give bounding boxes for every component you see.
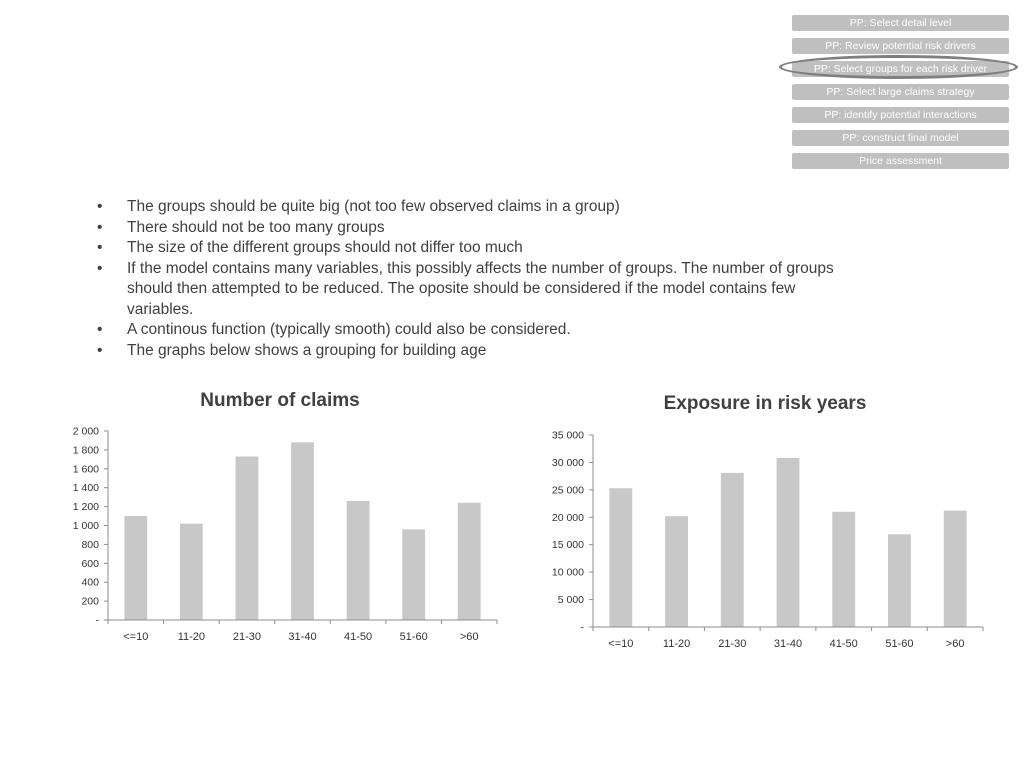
claims-x-tick-label: 21-30	[232, 631, 261, 643]
exposure-x-tick-label: <=10	[608, 638, 634, 650]
exposure-y-tick-label: 10 000	[551, 566, 584, 579]
claims-chart	[40, 385, 520, 655]
claims-y-tick-label: 600	[81, 557, 99, 570]
nav-review-risk-drivers-button[interactable]: PP: Review potential risk drivers	[792, 38, 1009, 54]
exposure-x-tick-label: 31-40	[773, 638, 803, 650]
claims-y-tick-label: 1 600	[72, 463, 99, 476]
exposure-bar	[721, 473, 744, 627]
claims-x-tick-label: 41-50	[344, 631, 373, 643]
nav-select-groups-button[interactable]	[792, 61, 1009, 77]
claims-y-tick-label: 2 000	[72, 425, 99, 438]
nav-construct-final-model-button[interactable]: PP: construct final model	[792, 130, 1009, 146]
claims-x-tick-label: >60	[459, 631, 479, 643]
claims-y-tick-label: 1 000	[72, 520, 99, 532]
list-item: • The size of the different groups should not differ too much	[97, 238, 837, 259]
list-item: • If the model contains many variables, this possibly affects the number of groups. The number of groups should then attempted to be reduced. The oposite should be considered if the model contains few variables.	[97, 259, 837, 321]
exposure-y-tick-label: 5 000	[557, 594, 584, 607]
exposure-bar	[609, 488, 632, 627]
claims-x-tick-label: 11-20	[177, 631, 206, 643]
exposure-chart	[525, 390, 1005, 660]
claims-y-tick-label: 1 400	[72, 482, 99, 495]
claims-bar	[291, 442, 314, 620]
claims-y-tick-label: -	[95, 614, 99, 627]
claims-chart-title: Number of claims	[200, 390, 360, 411]
exposure-bar	[832, 512, 855, 627]
exposure-y-tick-label: 15 000	[551, 539, 584, 552]
claims-bar	[402, 529, 425, 620]
nav-price-assessment-button[interactable]: Price assessment	[792, 153, 1009, 169]
claims-bar	[347, 501, 370, 620]
claims-y-tick-label: 400	[81, 576, 99, 589]
list-item: • The graphs below shows a grouping for building age	[97, 341, 837, 362]
exposure-chart-svg	[525, 390, 1005, 660]
claims-bar	[124, 516, 147, 620]
exposure-x-tick-label: >60	[945, 638, 965, 650]
nav-select-groups-label: PP: Select groups for each risk driver	[813, 63, 988, 75]
claims-bar	[180, 524, 203, 620]
claims-x-tick-label: <=10	[123, 631, 149, 643]
exposure-y-tick-label: 30 000	[551, 456, 584, 469]
claims-y-tick-label: 200	[81, 595, 99, 608]
exposure-x-tick-label: 21-30	[718, 638, 747, 650]
claims-chart-svg	[40, 385, 520, 655]
exposure-bar	[888, 534, 911, 627]
claims-x-tick-label: 31-40	[288, 631, 317, 643]
claims-y-tick-label: 800	[81, 538, 99, 551]
claims-x-tick-label: 51-60	[399, 631, 428, 643]
exposure-x-tick-label: 11-20	[662, 638, 691, 650]
nav-identify-interactions-button[interactable]: PP: identify potential interactions	[792, 107, 1009, 123]
nav-select-detail-level-button[interactable]: PP: Select detail level	[792, 15, 1009, 31]
process-nav	[792, 15, 1009, 169]
exposure-y-tick-label: 35 000	[551, 429, 584, 442]
exposure-y-tick-label: -	[580, 621, 584, 634]
guideline-list	[97, 197, 837, 361]
exposure-x-tick-label: 51-60	[885, 638, 914, 650]
exposure-chart-title: Exposure in risk years	[663, 393, 867, 414]
exposure-y-tick-label: 25 000	[551, 484, 584, 497]
exposure-bar	[944, 511, 967, 627]
exposure-bar	[777, 458, 800, 627]
claims-bar	[236, 457, 259, 620]
nav-large-claims-strategy-button[interactable]: PP: Select large claims strategy	[792, 84, 1009, 100]
claims-y-tick-label: 1 200	[72, 501, 99, 514]
claims-bar	[458, 503, 481, 620]
exposure-y-tick-label: 20 000	[551, 511, 584, 524]
list-item: • The groups should be quite big (not too few observed claims in a group)	[97, 197, 837, 218]
exposure-bar	[665, 516, 688, 627]
list-item: • A continous function (typically smooth) could also be considered.	[97, 320, 837, 341]
exposure-x-tick-label: 41-50	[829, 638, 858, 650]
claims-y-tick-label: 1 800	[72, 444, 99, 457]
list-item: • There should not be too many groups	[97, 218, 837, 239]
